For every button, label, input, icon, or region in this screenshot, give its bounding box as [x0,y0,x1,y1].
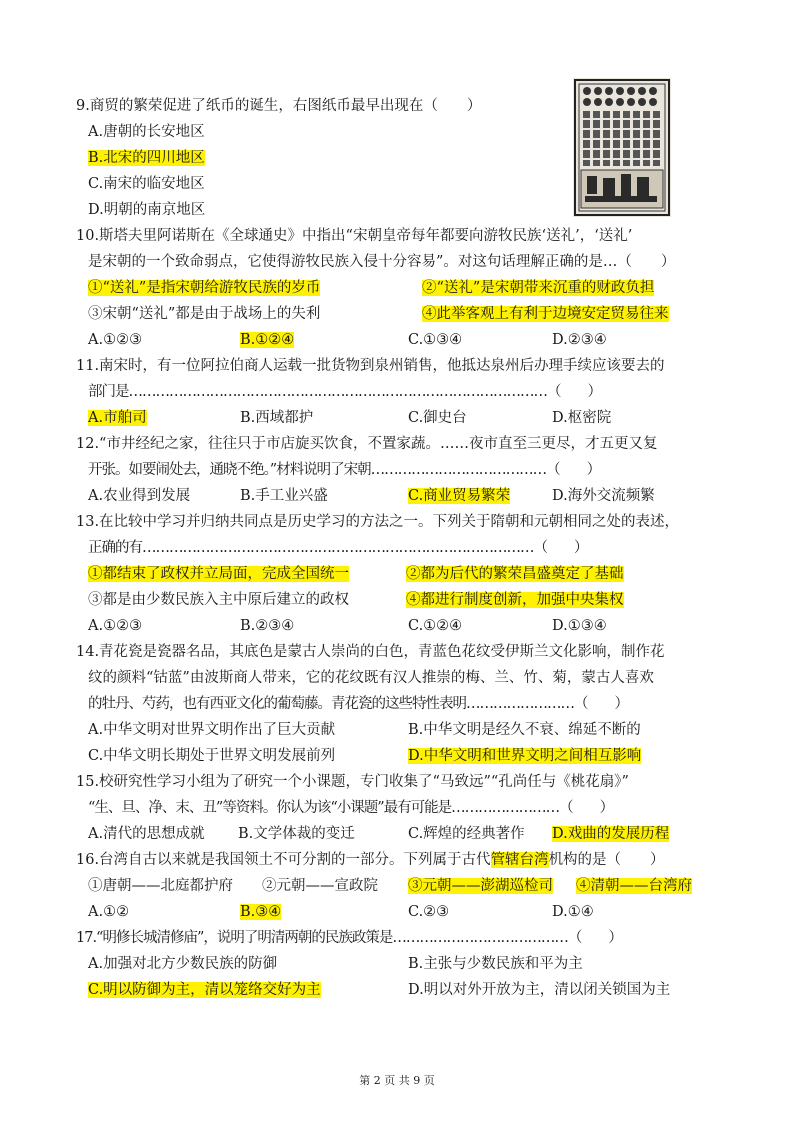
q11-option-c[interactable]: C.御史台 [408,410,467,426]
q15-option-a[interactable]: A.清代的思想成就 [88,826,205,842]
q10-statement-4: ④此举客观上有利于边境安定贸易往来 [422,306,669,322]
q13-option-a[interactable]: A.①②③ [88,618,143,634]
q17-stem: 17.“明修长城清修庙”，说明了明清两朝的民族政策是…………………………………（ ） [76,930,622,946]
q9-option-b[interactable]: B.北宋的四川地区 [88,150,205,166]
q12-option-d[interactable]: D.海外交流频繁 [552,488,655,504]
q16-option-a[interactable]: A.①② [88,904,130,920]
q15-option-b[interactable]: B.文学体裁的变迁 [238,826,355,842]
q10-option-d[interactable]: D.②③④ [552,332,607,348]
q15-stem-line-2: “生、旦、净、末、丑”等资料。你认为该“小课题”最有可能是……………………（ ） [88,800,614,816]
q16-statement-3: ③元朝——澎湖巡检司 [408,878,553,894]
page-footer: 第 2 页 共 9 页 [359,1074,435,1087]
q9-option-c[interactable]: C.南宋的临安地区 [88,176,205,192]
q14-option-c[interactable]: C.中华文明长期处于世界文明发展前列 [88,748,336,764]
q10-statement-3: ③宋朝“送礼”都是由于战场上的失利 [88,306,321,322]
q15-stem-line-1: 15.校研究性学习小组为了研究一个小课题，专门收集了“马致远”“孔尚任与《桃花扇》” [76,774,629,790]
q13-statement-1: ①都结束了政权并立局面，完成全国统一 [88,566,349,582]
q14-option-b[interactable]: B.中华文明是经久不衰、绵延不断的 [408,722,641,738]
q17-option-c[interactable]: C.明以防御为主，清以笼络交好为主 [88,982,321,998]
q16-statement-4: ④清朝——台湾府 [576,878,692,894]
q17-option-d[interactable]: D.明以对外开放为主，清以闭关锁国为主 [408,982,671,998]
q13-option-d[interactable]: D.①③④ [552,618,607,634]
q10-stem-line-1: 10.斯塔夫里阿诺斯在《全球通史》中指出“宋朝皇帝每年都要向游牧民族‘送礼’，‘送礼’ [76,228,633,244]
q9-option-d[interactable]: D.明朝的南京地区 [88,202,206,218]
q10-statement-1: ①“送礼”是指宋朝给游牧民族的岁币 [88,280,321,296]
q13-statement-4: ④都进行制度创新，加强中央集权 [406,592,624,608]
q17-option-a[interactable]: A.加强对北方少数民族的防御 [88,956,278,972]
q12-option-b[interactable]: B.手工业兴盛 [240,488,328,504]
q13-statement-2: ②都为后代的繁荣昌盛奠定了基础 [406,566,624,582]
q13-stem-line-2: 正确的有……………………………………………………………………………（ ） [88,540,588,556]
q16-stem-highlight: 管辖台湾 [490,852,549,868]
q13-option-c[interactable]: C.①②④ [408,618,463,634]
q11-option-d[interactable]: D.枢密院 [552,410,612,426]
q12-stem-line-1: 12.“市井经纪之家，往往只于市店旋买饮食，不置家蔬。……夜市直至三更尽，才五更又复 [76,436,658,452]
q10-stem-line-2: 是宋朝的一个致命弱点，它使得游牧民族入侵十分容易”。对这句话理解正确的是…（ ） [88,254,676,270]
q10-statement-2: ②“送礼”是宋朝带来沉重的财政负担 [422,280,655,296]
q17-option-b[interactable]: B.主张与少数民族和平为主 [408,956,583,972]
q11-stem-line-2: 部门是…………………………………………………………………………………（ ） [88,384,601,400]
q11-option-b[interactable]: B.西域都护 [240,410,314,426]
q16-stem-part-3: 机构的是（ ） [548,852,665,868]
q12-option-a[interactable]: A.农业得到发展 [88,488,191,504]
q14-stem-line-3: 的牡丹、芍药，也有西亚文化的葡萄藤。青花瓷的这些特性表明……………………（ ） [88,696,628,712]
q13-option-b[interactable]: B.②③④ [240,618,295,634]
q12-stem-line-2: 开张。如要闹处去，通晓不绝。”材料说明了宋朝…………………………………（ ） [88,462,601,478]
jiaozi-banknote-image [573,78,671,217]
q11-option-a[interactable]: A.市舶司 [88,410,147,426]
q11-stem-line-1: 11.南宋时，有一位阿拉伯商人运载一批货物到泉州销售，他抵达泉州后办理手续应该要去的 [76,358,665,374]
q14-option-d[interactable]: D.中华文明和世界文明之间相互影响 [408,748,642,764]
q13-statement-3: ③都是由少数民族入主中原后建立的政权 [88,592,349,608]
q15-option-d[interactable]: D.戏曲的发展历程 [552,826,670,842]
q14-option-a[interactable]: A.中华文明对世界文明作出了巨大贡献 [88,722,336,738]
q14-stem-line-2: 纹的颜料“钴蓝”由波斯商人带来，它的花纹既有汉人推崇的梅、兰、竹、菊，蒙古人喜欢 [88,670,654,686]
q16-statement-1: ①唐朝——北庭都护府 [88,878,233,894]
q16-option-b[interactable]: B.③④ [240,904,282,920]
q9-option-a[interactable]: A.唐朝的长安地区 [88,124,205,140]
q16-option-c[interactable]: C.②③ [408,904,450,920]
q14-stem-line-1: 14.青花瓷是瓷器名品，其底色是蒙古人崇尚的白色，青蓝色花纹受伊斯兰文化影响，制作花 [76,644,665,660]
q9-stem: 9.商贸的繁荣促进了纸币的诞生，右图纸币最早出现在（ ） [76,98,482,114]
q16-option-d[interactable]: D.①④ [552,904,594,920]
q10-option-b[interactable]: B.①②④ [240,332,295,348]
q16-stem-part-1: 16.台湾自古以来就是我国领土不可分割的一部分。下列属于古代 [76,852,491,868]
q15-option-c[interactable]: C.辉煌的经典著作 [408,826,525,842]
q12-option-c[interactable]: C.商业贸易繁荣 [408,488,511,504]
q10-option-a[interactable]: A.①②③ [88,332,143,348]
q16-stem [76,850,665,870]
q13-stem-line-1: 13.在比较中学习并归纳共同点是历史学习的方法之一。下列关于隋朝和元朝相同之处的表述， [76,514,680,530]
q10-option-c[interactable]: C.①③④ [408,332,463,348]
q16-statement-2: ②元朝——宣政院 [262,878,378,894]
